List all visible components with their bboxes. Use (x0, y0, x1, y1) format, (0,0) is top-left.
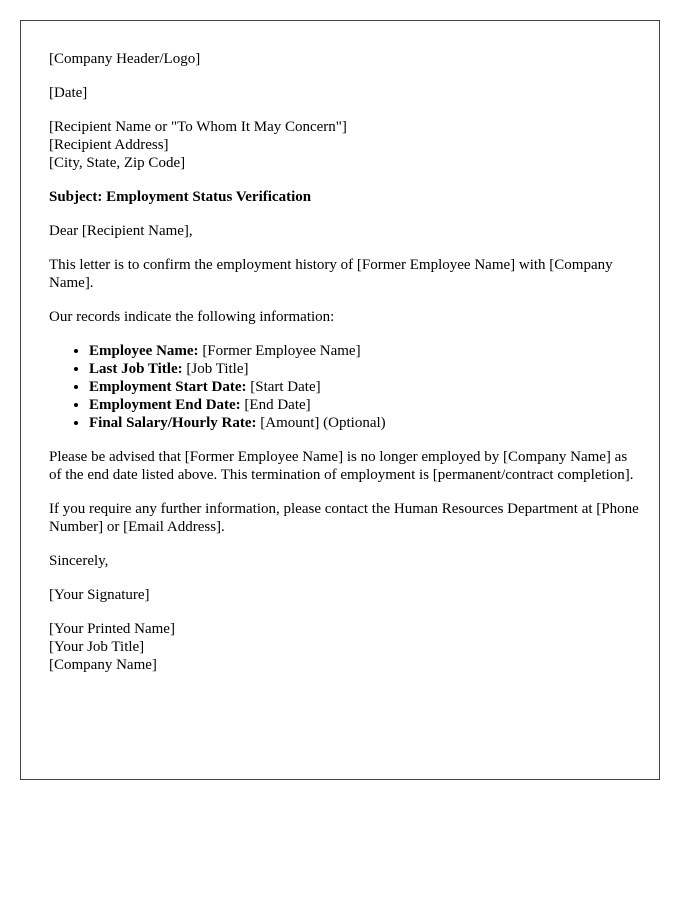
letter-date: [Date] (49, 85, 88, 101)
letter-page (20, 20, 660, 780)
signer-company: [Company Name] (49, 657, 157, 673)
list-item-end-date (89, 396, 639, 414)
recipient-address: [Recipient Address] (49, 137, 169, 153)
advisory-paragraph: Please be advised that [Former Employee Name] is no longer employed by [Company Name] as of the end date listed above. This termination of employment is [permanent/contract completion]. (49, 449, 634, 483)
contact-paragraph: If you require any further information, please contact the Human Resources Department at [Phone Number] or [Email Address]. (49, 501, 639, 535)
recipient-name: [Recipient Name or "To Whom It May Concern"] (49, 119, 347, 135)
signer-block (49, 620, 639, 674)
salutation: Dear [Recipient Name], (49, 223, 193, 239)
detail-value: [Job Title] (182, 361, 249, 377)
intro-paragraph: This letter is to confirm the employment history of [Former Employee Name] with [Company Name]. (49, 257, 613, 291)
subject-line: Subject: Employment Status Verification (49, 189, 312, 205)
detail-label: Employment Start Date: (89, 379, 247, 395)
detail-label: Final Salary/Hourly Rate: (89, 415, 257, 431)
details-list (49, 342, 639, 432)
detail-value: [Start Date] (246, 379, 321, 395)
list-item-job-title (89, 360, 639, 378)
detail-value: [End Date] (240, 397, 311, 413)
signature-placeholder: [Your Signature] (49, 587, 150, 603)
signer-name: [Your Printed Name] (49, 621, 175, 637)
signer-title: [Your Job Title] (49, 639, 145, 655)
recipient-city: [City, State, Zip Code] (49, 155, 186, 171)
detail-value: [Amount] (Optional) (256, 415, 386, 431)
list-item-employee-name (89, 342, 639, 360)
detail-label: Last Job Title: (89, 361, 183, 377)
closing: Sincerely, (49, 553, 109, 569)
company-header: [Company Header/Logo] (49, 51, 201, 67)
detail-label: Employee Name: (89, 343, 199, 359)
letter-body (49, 50, 639, 690)
list-item-start-date (89, 378, 639, 396)
detail-value: [Former Employee Name] (198, 343, 361, 359)
list-item-final-salary (89, 414, 639, 432)
records-intro: Our records indicate the following information: (49, 309, 335, 325)
detail-label: Employment End Date: (89, 397, 241, 413)
recipient-block (49, 118, 639, 172)
